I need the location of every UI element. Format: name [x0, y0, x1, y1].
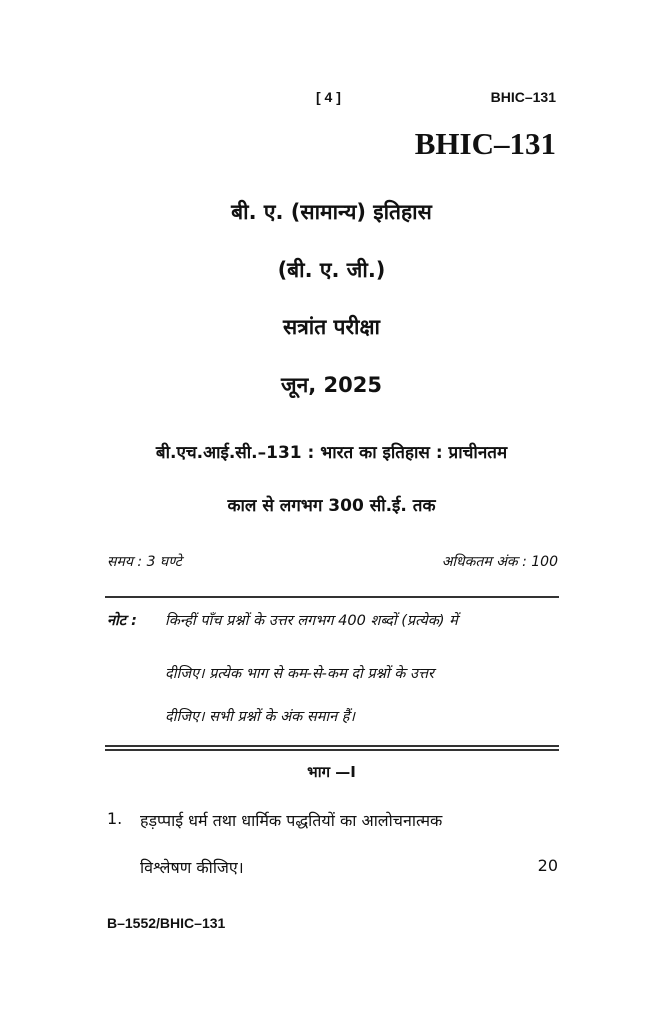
course-title-line-2: काल से लगभग 300 सी.ई. तक: [227, 496, 436, 516]
programme-abbr: (बी. ए. जी.): [277, 258, 386, 282]
question-line-1: हड़प्पाई धर्म तथा धार्मिक पद्धतियों का आलोचनात्मक: [140, 811, 443, 830]
question-marks: 20: [537, 856, 558, 875]
programme-title: बी. ए. (सामान्य) इतिहास: [231, 200, 432, 224]
question-number: 1.: [107, 809, 123, 828]
maximum-marks: अधिकतम अंक : 100: [441, 554, 558, 570]
exam-date: जून, 2025: [281, 373, 382, 397]
note-label: नोट :: [107, 613, 137, 629]
double-rule-top: [105, 745, 559, 747]
divider: [105, 596, 559, 598]
section-heading: भाग —I: [307, 763, 356, 781]
course-code: BHIC–131: [414, 126, 556, 161]
note-line-3: दीजिए। सभी प्रश्नों के अंक समान हैं।: [165, 709, 355, 725]
note-line-2: दीजिए। प्रत्येक भाग से कम-से-कम दो प्रश्नों के उत्तर: [165, 666, 434, 682]
exam-type: सत्रांत परीक्षा: [283, 315, 380, 339]
time-allowed: समय : 3 घण्टे: [107, 554, 182, 570]
double-rule-bottom: [105, 749, 559, 751]
header-course-code: BHIC–131: [490, 89, 556, 105]
note-line-1: किन्हीं पाँच प्रश्नों के उत्तर लगभग 400 शब्दों (प्रत्येक) में: [165, 613, 458, 629]
course-title-line-1: बी.एच.आई.सी.–131 : भारत का इतिहास : प्राचीनतम: [155, 443, 508, 463]
question-line-2: विश्लेषण कीजिए।: [140, 858, 244, 877]
page-number: [ 4 ]: [316, 89, 341, 105]
footer-code: B–1552/BHIC–131: [107, 915, 226, 931]
